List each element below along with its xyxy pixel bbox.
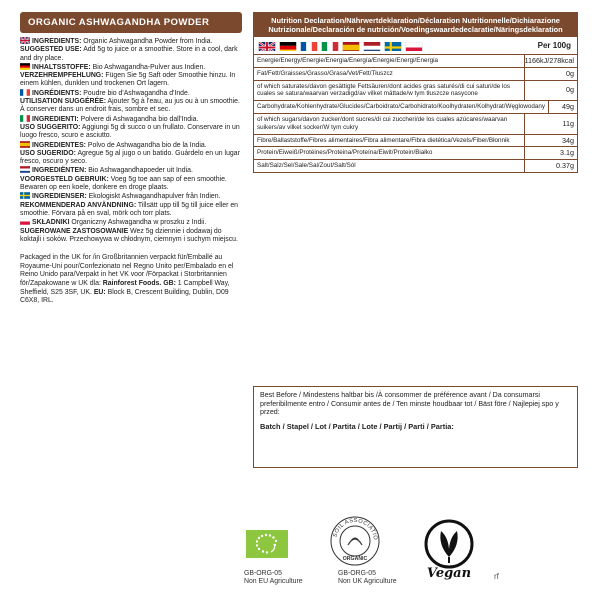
nutrition-row [254,147,577,160]
soil-association-ring-text: SOIL ASSOCIATIO [332,517,379,541]
ingredient-entry [20,37,242,46]
ingredient-text: Ajouter 5g à l'eau, au jus ou à un smoothie. À conserver dans un endroit frais, sombre et sec. [20,98,240,114]
nutrition-row [254,160,577,172]
flag-es-icon [20,141,30,148]
nutrition-table [253,12,578,173]
gb-address: 1 Campbell Way, Sheffield, S25 3SF, UK. [20,279,230,296]
packaged-text: Packaged in the UK for /in Großbritannien verpackt für/Emballé au Royaume-Uni pour/Confezionato nel Regno Unito per/Embalado en el Reino Unido para/Verpakt in het VK voor /Förpackat i Storbritannien för/Zapakowane w UK dla: [20,254,234,287]
eu-organic-origin: Non EU Agriculture [244,578,303,586]
nutrition-heading-line2: Nutrizionale/Declaración de nutrición/Voedingswaardedeclaratie/Näringsdeklaration [268,25,563,34]
ingredient-entry [20,228,242,245]
ingredient-entry [20,150,242,167]
eu-address: Block B, Crescent Building, Dublin, D09 C6X8, IRL. [20,288,229,305]
ingredient-entry [20,98,242,115]
flag-pl-icon [20,218,30,225]
ingredient-label: VOORGESTELD GEBRUIK: [20,175,109,183]
ingredient-entry [20,46,242,63]
vegan-text: Vegan [426,566,472,581]
soil-association-origin: Non UK Agriculture [338,578,397,586]
ingredient-text: Polvere di Ashwagandha bio dall'India. [78,115,199,123]
ingredient-label: INGREDIENTES: [32,141,86,149]
packaged-statement [20,254,242,306]
flags-row [254,37,577,55]
ingredient-text: Organiczny Ashwagandha w proszku z Indii. [69,219,207,227]
nutrient-value: 0.37g [556,161,574,171]
nutrient-label: Protein/Eiweiß/Protéines/Proteina/Proteína/Eiwit/Protein/Białko [254,147,525,159]
ingredient-text: Wez 5g dziennie i dodawaj do koktajli i soków. Przechowywa w chłodnym, ciemnym i suchym miejscu. [20,227,238,243]
ingredient-entry [20,166,242,175]
nutrient-value: 1166kJ/278kcal [524,56,574,65]
flag-nl-icon [20,166,30,173]
flag-pl-icon [405,40,423,51]
language-flags [258,40,423,51]
flag-it-icon [20,115,30,122]
eu-label: EU: [93,288,106,296]
nutrient-value: 34g [562,135,574,145]
nutrient-value: 3.1g [560,148,574,158]
ingredient-entry [20,176,242,193]
ingredient-label: SUGGESTED USE: [20,46,82,54]
ingredient-text: Voeg 5g toe aan sap of een smoothie. Bewaren op een koele, donkere en droge plaats. [20,175,227,192]
nutrient-label: Fat/Fett/Graisses/Grasso/Grasa/Vet/Fett/Tłuszcz [254,68,525,80]
left-column [20,12,242,306]
nutrition-row [254,135,577,148]
nutrient-label: Salt/Salz/Sel/Sale/Sal/Zout/Salt/Sól [254,160,525,172]
ingredient-label: SKŁADNIKI [32,219,70,227]
ingredient-label: REKOMMENDERAD ANVÄNDNING: [20,201,137,209]
ingredient-entry [20,202,242,219]
soil-association-caption [338,570,397,586]
nutrient-label: of which saturates/davon gesättigte Fettsäuren/dont acides gras saturés/di cui saturi/de los cuales se satura/waarvan verzadigd/av vilket mättade/w tym tłuszcze nasycone [254,81,525,101]
ingredient-label: INGREDIËNTEN: [32,167,87,175]
soil-association-code: GB-ORG-05 [338,570,376,577]
nutrition-row [254,114,577,135]
ingredient-text: Tillsätt upp till 5g till juice eller en smoothie. Förvara på en sval, mörk och torr plats. [20,201,239,217]
ingredient-label: INHALTSSTOFFE: [32,63,91,71]
product-title: ORGANIC ASHWAGANDHA POWDER [20,12,242,33]
nutrition-row [254,55,577,68]
ingredient-label: USO SUGGERITO: [20,123,81,131]
flag-se-icon [20,192,30,199]
per-100g-label: Per 100g [537,41,571,50]
soil-association-icon [329,515,381,567]
footer-mark: rf [494,572,499,581]
ingredient-label: USO SUGERIDO: [20,149,76,157]
ingredient-label: INGREDIENTS: [32,38,82,45]
nutrient-value: 49g [562,102,574,112]
nutrient-value: 0g [566,68,574,78]
flag-nl-icon [363,40,381,51]
flag-uk-icon [258,40,276,51]
eu-organic-leaf-icon [246,530,288,558]
ingredient-entry [20,218,242,227]
nutrition-row [254,101,577,114]
ingredient-entry [20,72,242,89]
flag-it-icon [321,40,339,51]
ingredient-entry [20,141,242,150]
svg-text:SOIL ASSOCIATION [329,515,378,541]
ingredients-list [20,37,242,244]
nutrient-label: of which sugars/davon zucker/dont sucres/di cui zuccheri/de los cuales azúcares/waarvan suikers/av vilket socker/W tym cukry [254,114,525,134]
ingredient-text: Agregue 5g al jugo o un batido. Guárdelo en un lugar fresco, oscuro y seco. [20,149,240,166]
gb-label: GB: [161,279,176,287]
nutrient-label: Carbohydrate/Kohlenhydrate/Glucides/Carboidrato/Carbohidrato/Koolhydraten/Kolhydrat/Węglowodany [254,101,549,113]
flag-fr-icon [300,40,318,51]
flag-uk-icon [20,37,30,44]
ingredient-label: SUGEROWANE ZASTOSOWANIE [20,227,129,235]
ingredient-label: UTILISATION SUGGÉRÉE: [20,98,107,106]
ingredient-text: Bio Ashwagandhapoeder uit India. [86,167,193,175]
flag-fr-icon [20,89,30,96]
nutrition-row [254,81,577,102]
nutrition-row [254,68,577,81]
nutrition-rows [254,55,577,172]
best-before-text: Best Before / Mindestens haltbar bis /À consommer de préférence avant / Da consumarsi preferibilmente entro / Consumir antes de / Ten minste houdbaar tot / Bäst före / Najlepiej spo y przed: [260,391,559,417]
ingredient-label: INGRÉDIENTS: [32,89,82,97]
ingredient-entry [20,192,242,201]
flag-de-icon [279,40,297,51]
nutrient-value: 0g [566,85,574,95]
flag-de-icon [20,63,30,70]
ingredient-text: Poudre bio d'Ashwagandha d'Inde. [81,89,190,97]
ingredient-label: INGREDIENSER: [32,193,87,201]
soil-association-organic-text: ORGANIC [342,556,368,562]
ingredient-entry [20,89,242,98]
eu-organic-caption [244,570,303,586]
ingredient-label: INGREDIENTI: [32,115,79,123]
ingredient-label: VERZEHREMPFEHLUNG: [20,72,104,80]
flag-se-icon [384,40,402,51]
ingredient-text: Aggiungi 5g di succo o un frullato. Conservare in un luogo fresco, scuro e asciutto. [20,123,240,140]
nutrient-label: Energie/Energy/Energie/Energia/Energía/Energie/Energi/Energia [254,55,525,67]
company-name: Rainforest Foods. [102,279,162,287]
batch-text: Batch / Stapel / Lot / Partita / Lote / Partij / Parti / Partia: [260,421,454,431]
ingredient-text: Add 5g to juice or a smoothie. Store in a cool, dark and dry place. [20,46,238,62]
ingredient-entry [20,124,242,141]
best-before-box [253,386,578,468]
ingredient-entry [20,115,242,124]
nutrient-label: Fibre/Ballaststoffe/Fibres alimentaires/Fibra alimentare/Fibra dietética/Vezels/Fiber/Błonnik [254,135,525,147]
nutrition-heading [254,13,577,37]
ingredient-text: Fügen Sie 5g Saft oder Smoothie hinzu. In einem kühlen, dunklen und trockenen Ort lagern. [20,72,236,88]
vegan-icon [420,517,478,581]
nutrient-value: 11g [562,118,574,128]
ingredient-text: Polvo de Ashwagandha bio de la India. [85,141,207,149]
flag-es-icon [342,40,360,51]
eu-organic-code: GB-ORG-05 [244,570,282,577]
ingredient-text: Bio Ashwagandha-Pulver aus Indien. [90,63,206,71]
ingredient-text: Organic Ashwagandha Powder from India. [81,38,213,45]
nutrition-heading-line1: Nutrition Declaration/Nährwertdeklaration/Déclaration Nutritionnelle/Dichiarazione [271,16,560,25]
ingredient-entry [20,63,242,72]
ingredient-text: Ekologiskt Ashwagandhapulver från Indien. [86,193,221,201]
